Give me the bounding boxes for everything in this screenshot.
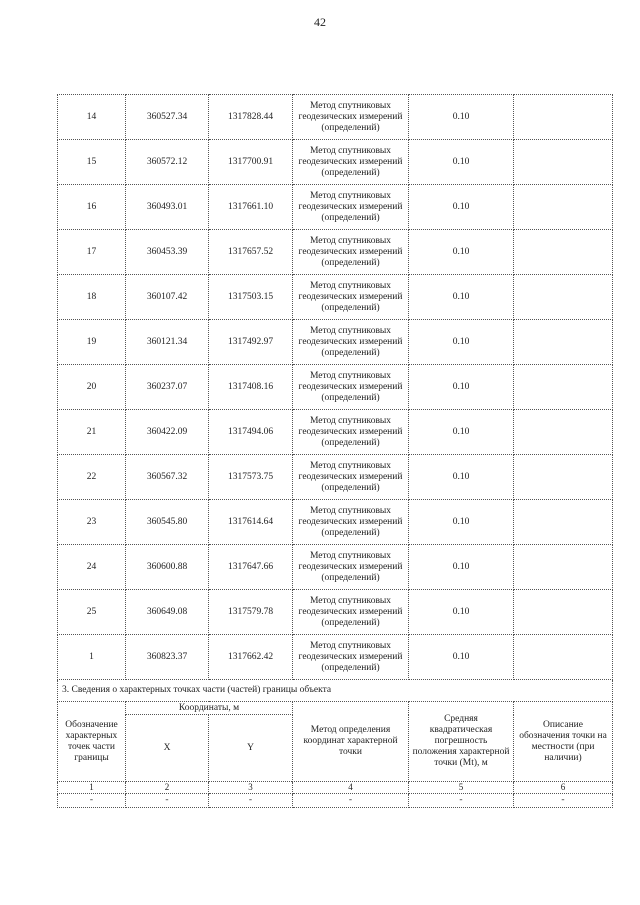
point-number: 16 [58,185,126,230]
accuracy: 0.10 [409,365,514,410]
empty-cell: - [58,794,126,808]
point-number: 17 [58,230,126,275]
description [514,95,613,140]
point-number: 15 [58,140,126,185]
point-number: 1 [58,635,126,680]
coord-y: 1317662.42 [209,635,293,680]
header-x: X [126,715,209,782]
coordinates-table [57,94,613,808]
method: Метод спутниковых геодезических измерений (определений) [293,185,409,230]
empty-cell: - [209,794,293,808]
method: Метод спутниковых геодезических измерений (определений) [293,320,409,365]
description [514,230,613,275]
table-row [58,410,613,455]
column-number: 4 [293,782,409,794]
point-number: 25 [58,590,126,635]
point-number: 14 [58,95,126,140]
column-number: 2 [126,782,209,794]
header-row [58,702,613,715]
coord-y: 1317700.91 [209,140,293,185]
coord-x: 360545.80 [126,500,209,545]
description [514,500,613,545]
empty-cell: - [514,794,613,808]
accuracy: 0.10 [409,185,514,230]
method: Метод спутниковых геодезических измерений (определений) [293,545,409,590]
coord-y: 1317579.78 [209,590,293,635]
accuracy: 0.10 [409,140,514,185]
accuracy: 0.10 [409,455,514,500]
table-row [58,230,613,275]
coord-x: 360567.32 [126,455,209,500]
coord-x: 360572.12 [126,140,209,185]
accuracy: 0.10 [409,230,514,275]
accuracy: 0.10 [409,320,514,365]
coord-x: 360107.42 [126,275,209,320]
point-number: 23 [58,500,126,545]
coord-y: 1317828.44 [209,95,293,140]
description [514,410,613,455]
description [514,275,613,320]
method: Метод спутниковых геодезических измерений (определений) [293,500,409,545]
header-y: Y [209,715,293,782]
header-accuracy: Средняя квадратическая погрешность положения характерной точки (Mt), м [409,702,514,782]
coord-x: 360121.34 [126,320,209,365]
header-designation: Обозначение характерных точек части границы [58,702,126,782]
method: Метод спутниковых геодезических измерений (определений) [293,590,409,635]
coord-y: 1317492.97 [209,320,293,365]
coord-x: 360237.07 [126,365,209,410]
description [514,185,613,230]
description [514,140,613,185]
coord-y: 1317573.75 [209,455,293,500]
coord-x: 360600.88 [126,545,209,590]
description [514,365,613,410]
empty-cell: - [409,794,514,808]
accuracy: 0.10 [409,545,514,590]
method: Метод спутниковых геодезических измерений (определений) [293,95,409,140]
accuracy: 0.10 [409,635,514,680]
header-description: Описание обозначения точки на местности (при наличии) [514,702,613,782]
column-numbers-row [58,782,613,794]
method: Метод спутниковых геодезических измерений (определений) [293,635,409,680]
table-row [58,455,613,500]
coord-x: 360422.09 [126,410,209,455]
table-row [58,365,613,410]
coord-y: 1317657.52 [209,230,293,275]
coord-y: 1317503.15 [209,275,293,320]
table-row [58,140,613,185]
description [514,320,613,365]
coord-x: 360823.37 [126,635,209,680]
section-title-row [58,680,613,702]
description [514,455,613,500]
table-row [58,320,613,365]
coord-x: 360493.01 [126,185,209,230]
coord-y: 1317661.10 [209,185,293,230]
table-row [58,545,613,590]
column-number: 1 [58,782,126,794]
description [514,545,613,590]
coord-y: 1317408.16 [209,365,293,410]
accuracy: 0.10 [409,590,514,635]
header-method: Метод определения координат характерной точки [293,702,409,782]
header-coordinates: Координаты, м [126,702,293,715]
coord-y: 1317614.64 [209,500,293,545]
coord-y: 1317647.66 [209,545,293,590]
description [514,635,613,680]
coord-x: 360453.39 [126,230,209,275]
accuracy: 0.10 [409,500,514,545]
method: Метод спутниковых геодезических измерений (определений) [293,410,409,455]
method: Метод спутниковых геодезических измерений (определений) [293,365,409,410]
point-number: 18 [58,275,126,320]
accuracy: 0.10 [409,410,514,455]
column-number: 5 [409,782,514,794]
table-row [58,185,613,230]
point-number: 19 [58,320,126,365]
table-row [58,590,613,635]
empty-cell: - [126,794,209,808]
description [514,590,613,635]
point-number: 20 [58,365,126,410]
method: Метод спутниковых геодезических измерений (определений) [293,230,409,275]
table-row [58,275,613,320]
column-number: 3 [209,782,293,794]
column-number: 6 [514,782,613,794]
section-title: 3. Сведения о характерных точках части (частей) границы объекта [58,680,613,702]
point-number: 21 [58,410,126,455]
points-body [58,95,613,808]
page-number: 42 [314,15,326,29]
method: Метод спутниковых геодезических измерений (определений) [293,140,409,185]
accuracy: 0.10 [409,95,514,140]
coord-x: 360649.08 [126,590,209,635]
method: Метод спутниковых геодезических измерений (определений) [293,275,409,320]
method: Метод спутниковых геодезических измерений (определений) [293,455,409,500]
empty-row [58,794,613,808]
accuracy: 0.10 [409,275,514,320]
point-number: 22 [58,455,126,500]
point-number: 24 [58,545,126,590]
coord-x: 360527.34 [126,95,209,140]
table-row [58,95,613,140]
coord-y: 1317494.06 [209,410,293,455]
table-row [58,500,613,545]
table-row [58,635,613,680]
empty-cell: - [293,794,409,808]
